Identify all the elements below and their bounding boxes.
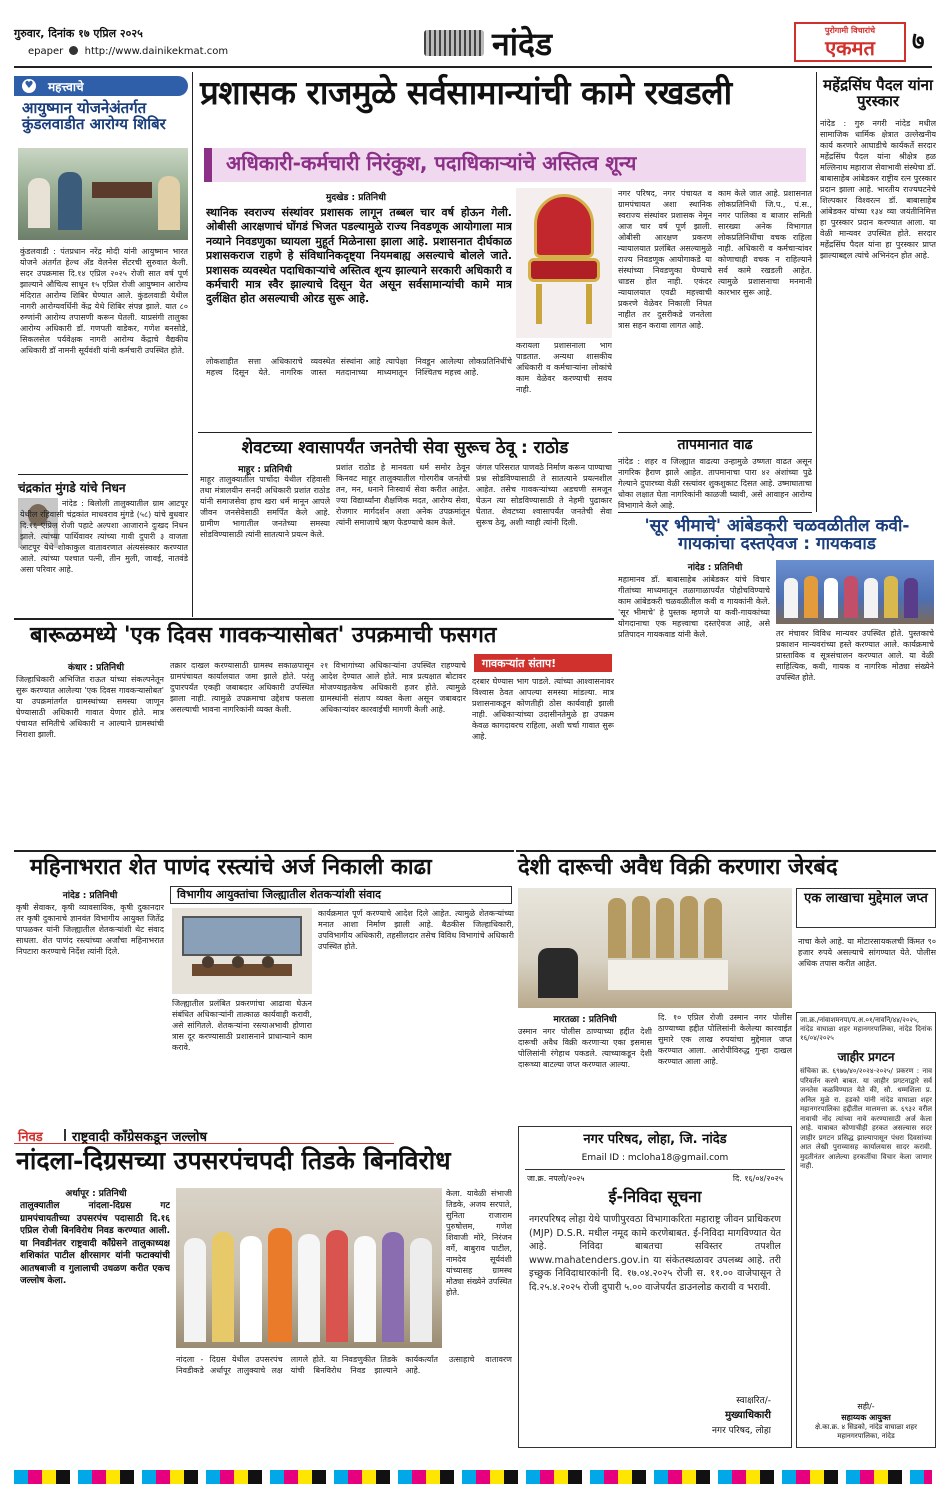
shet-subhead-box xyxy=(170,886,512,904)
column-separator-right xyxy=(816,72,817,512)
epaper-url[interactable]: http://www.dainikekmat.com xyxy=(84,46,229,57)
daru-byline: मारतळा : प्रतिनिधी xyxy=(553,1015,617,1025)
niwad-byline: अर्धापूर : प्रतिनिधी xyxy=(65,1189,127,1199)
notice-title: जाहीर प्रगटन xyxy=(837,1050,895,1064)
tender-title: ई-निविदा सूचना xyxy=(608,1187,702,1206)
daru-body-b: दि. १० एप्रिल रोजी उस्मान नगर पोलीस ठाण्याच्या हद्दीत पोलिसांनी केलेल्या कारवाईत सुमारे एक लाख रुपयांचा मुद्देमाल जप्त करण्यात आला. आरोपीविरुद्ध गुन्हा दाखल करण्यात आला आहे. xyxy=(658,1013,792,1066)
tender-sign3: नगर परिषद, लोहा xyxy=(712,1426,771,1436)
brand-tagline: पुरोगामी विचारांचे xyxy=(824,26,876,35)
daru-rule xyxy=(516,850,936,852)
tender-sign1: स्वाक्षरित/- xyxy=(736,1396,771,1406)
sidebar-label-bar xyxy=(14,76,188,96)
mahendra-headline: महेंद्रसिंघ पैदल यांना पुरस्कार xyxy=(823,76,933,110)
niwad-label: निवड xyxy=(18,1130,43,1145)
niwad-headline: नांदला-दिग्रसच्या उपसरपंचपदी तिडके बिनविरोध xyxy=(16,1146,451,1175)
barul-body-c: २१ विभागांच्या अधिकाऱ्यांना उपस्थित राहण्याचे आदेश देण्यात आले होते. मात्र प्रत्यक्षात बोटावर मोजण्याइतकेच अधिकारी हजर होते. त्यामुळे ग्रामस्थांनी संताप व्यक्त केला असून जबाबदार अधिकाऱ्यांवर कारवाईची मागणी केली आहे. xyxy=(320,661,466,714)
tender-email[interactable]: Email ID : mcloha18@gmail.com xyxy=(581,1153,729,1163)
tender-sign2: मुख्याधिकारी xyxy=(725,1410,771,1421)
shet-subhead: विभागीय आयुक्तांचा जिल्ह्यातील शेतकऱ्यांशी संवाद xyxy=(177,888,381,901)
sevak-body-c: जंगल परिसरात पाणवठे निर्माण करून पाण्याचा प्रश्न सोडविण्यासाठी ते सातत्याने प्रयत्नशील आहेत. तसेच गावकऱ्यांच्या अडचणी समजून घेऊन त्या सोडविण्यासाठी ते नेहमी पुढाकार घेतात. शेवटच्या श्वासापर्यंत जनतेची सेवा सुरूच ठेवू, अशी ग्वाही त्यांनी दिली. xyxy=(476,463,612,527)
notice-sign2: सहाय्यक आयुक्त xyxy=(841,1413,891,1422)
shet-headline: महिनाभरात शेत पाणंद रस्त्यांचे अर्ज निकाली काढा xyxy=(30,854,432,880)
shet-body-b: जिल्ह्यातील प्रलंबित प्रकरणांचा आढावा घेऊन संबंधित अधिकाऱ्यांनी तात्काळ कार्यवाही करावी, असे सांगितले. शेतकऱ्यांना रस्त्याअभावी होणारा त्रास दूर करण्यासाठी प्रशासनाने प्राधान्याने काम करावे. xyxy=(172,999,312,1052)
barul-byline: कंधार : प्रतिनिधी xyxy=(67,663,125,673)
sevak-body-a: माहूर तालुक्यातील पाचोंदा येथील रहिवासी तथा मंत्रालयीन सनदी अधिकारी प्रशांत राठोड यांनी समाजसेवा हाच खरा धर्म मानून आपले जीवन जनसेवेसाठी समर्पित केले आहे. ग्रामीण भागातील जनतेच्या समस्या सोडविण्यासाठी त्यांनी सातत्याने प्रयत्न केले. xyxy=(200,475,330,539)
sidebar-label: महत्त्वाचे xyxy=(48,80,84,94)
lead-headline: प्रशासक राजमुळे सर्वसामान्यांची कामे रखडली xyxy=(200,73,732,112)
sahitya-photo xyxy=(776,560,934,624)
barul-tag xyxy=(474,654,612,672)
tapman-headline: तापमानात वाढ xyxy=(677,437,753,453)
epaper-label: epaper xyxy=(28,46,64,57)
tender-org: नगर परिषद, लोहा, जि. नांदेड xyxy=(583,1132,727,1147)
globe-icon xyxy=(69,46,78,55)
sidebar-story1-headline: आयुष्मान योजनेअंतर्गत कुंडलवाडीत आरोग्य शिबिर xyxy=(22,99,166,133)
sevak-body-b: प्रशांत राठोड हे मानवता धर्म समोर ठेवून किनवट माहूर तालुक्यातील गोरगरीब जनतेची तन, मन, धनाने निःस्वार्थ सेवा करीत आहेत. ज्या विद्यार्थ्यांना शैक्षणिक मदत, आरोग्य सेवा, रोजगार मार्गदर्शन अशा अनेक उपक्रमांतून त्यांनी समाजाचे ऋण फेडण्याचे काम केले. xyxy=(336,463,470,527)
notice-body: संचिका क्र. ६९७७/४०/२०२४-२०२५/ प्रकरण : नाव परिवर्तन करणे बाबत. या जाहीर प्रगटनाद्वारे सर्व जनतेस कळविण्यात येते की, सौ. धम्मशिला प्र. अनिल मुळे रा. हडको यांनी नांदेड वाघाळा शहर महानगरपालिका हद्दीतील मालमत्ता क्र. ६९३२ वरील नावाची नोंद त्यांच्या नावे करण्यासाठी अर्ज केला आहे. याबाबत कोणाचीही हरकत असल्यास सदर जाहीर प्रगटन प्रसिद्ध झाल्यापासून पंधरा दिवसांच्या आत लेखी पुराव्यासह कार्यालयास सादर करावी. मुदतीनंतर आलेल्या हरकतींचा विचार केला जाणार नाही. xyxy=(800,1067,932,1170)
sidebar-story2-headline: चंद्रकांत मुंगडे यांचे निधन xyxy=(18,481,126,495)
notice-sign3: क्षे.का.क्र. ४ सिडको, नांदेड वाघाळा शहर महानगरपालिका, नांदेड xyxy=(814,1423,918,1440)
tapman-rule xyxy=(618,432,812,433)
sahitya-byline: नांदेड : प्रतिनिधी xyxy=(687,563,743,573)
lead-intro: स्थानिक स्वराज्य संस्थांवर प्रशासक लागून तब्बल चार वर्ष होऊन गेली. ओबीसी आरक्षणाचं घोंगडं भिजत पडल्यामुळे राज्य निवडणूक आयोगाला मात्र नव्याने निवडणुका घ्यायला मुहूर्त मिळेनासा झाला आहे. प्रशासनात दीर्घकाळ प्रशासकराज राहणे हे संविधानिकदृष्ट्या नियमबाह्य असल्याचे बोलले जाते. प्रशासक व्यवस्थेत पदाधिकाऱ्यांचे अस्तित्व शून्य झाल्याने सरकारी अधिकारी व कर्मचारी मात्र स्वैर झाल्याचे दिसून येत असून सर्वसामान्यांची कामे मात्र दुर्लक्षित होत असल्याची ओरड सुरू आहे. xyxy=(206,206,512,306)
masthead-epaper[interactable] xyxy=(28,46,228,57)
lead-subhead-bar xyxy=(204,148,806,182)
shet-body-a: कृषी सेवाकर, कृषी व्यावसायिक, कृषी दुकानदार तर कृषी दुकानाचे ज्ञानवंत विभागीय आयुक्त जितेंद्र पापळकर यांनी जिल्ह्यातील शेतकऱ्यांशी थेट संवाद साधला. शेत पाणंद रस्त्यांच्या अर्जांचा महिनाभरात निपटारा करण्याचे निर्देश त्यांनी दिले. xyxy=(16,903,164,956)
color-registration-strip xyxy=(14,1470,932,1484)
tender-body: नगरपरिषद लोहा येथे पाणीपुरवठा विभागाकरिता महाराष्ट्र जीवन प्राधिकरण (MJP) D.S.R. मधील नमूद कामे करणेबाबत. ई-निविदा मागविण्यात येत आहे. निविदा बाबतचा सविस्तर तपशील www.mahatenders.gov.in या संकेतस्थळावर उपलब्ध आहे. तरी इच्छुक निविदाधारकांनी दि. १७.०४.२०२५ रोजी स. ११.०० वाजेपासून ते दि.२५.४.२०२५ रोजी दुपारी ५.०० वाजेपर्यंत डाउनलोड करावी व भरावी. xyxy=(529,1214,781,1293)
lead-subhead: अधिकारी-कर्मचारी निरंकुश, पदाधिकाऱ्यांचे अस्तित्व शून्य xyxy=(226,151,637,175)
sidebar-story2-body: नांदेड : बिलोली तालुक्यातील ग्राम आटपूर येथील रहिवासी चंद्रकांत माधवराव मुंगडे (५८) यांचे बुधवार दि.१६ एप्रिल रोजी पहाटे अल्पशा आजाराने दुःखद निधन झाले. त्यांच्या पार्थिवावर त्यांच्या गावी दुपारी ३ वाजता आटपूर येथे शोकाकुल वातावरणात अंत्यसंस्कार करण्यात आले. त्यांच्या पश्चात पत्नी, तीन मुली, जावई, नातवंडे असा परिवार आहे. xyxy=(20,499,188,574)
barul-body-a: जिल्हाधिकारी अभिजित राऊत यांच्या संकल्पनेतून सुरू करण्यात आलेल्या 'एक दिवस गावकऱ्यासोबत' या उपक्रमांतर्गत ग्रामस्थांच्या समस्या जाणून घेण्यासाठी अधिकारी गावात येणार होते. मात्र पंचायत समितीचे अधिकारी न आल्याने ग्रामस्थांची निराशा झाली. xyxy=(16,675,164,739)
daru-photo-police xyxy=(518,888,792,1008)
niwad-divider xyxy=(64,1129,66,1141)
sahitya-body-a: महामानव डॉ. बाबासाहेब आंबेडकर यांचे विचार गीतांच्या माध्यमातून तळागाळापर्यंत पोहोचविण्याचे काम आंबेडकरी चळवळीतील कवी व गायकांनी केले. 'सूर भीमाचे' हे पुस्तक म्हणजे या कवी-गायकांच्या योगदानाचा एक महत्त्वाचा दस्तऐवज आहे, असे प्रतिपादन गायकवाड यांनी केले. xyxy=(618,575,770,639)
notice-ref: जा.क्र./नांवाशमनपा/प.अ.०१/नावनि/४४/२०२५, नांदेड वाघाळा शहर महानगरपालिका, नांदेड दिनांक १६/०४/२०२५ xyxy=(800,1016,932,1042)
sidebar-story1-photo xyxy=(18,148,188,240)
notice-sign1: सही/- xyxy=(857,1402,875,1411)
heart-icon: ♥ xyxy=(22,79,36,93)
column-separator-left xyxy=(192,72,193,617)
daru-subhead: एक लाखाचा मुद्देमाल जप्त xyxy=(804,891,928,906)
tapman-body: नांदेड : शहर व जिल्ह्यात वाढत्या उन्हामुळे उष्णता वाढत असून नागरिक हैराण झाले आहेत. तापमानाचा पारा ४२ अंशांच्या पुढे गेल्याने दुपारच्या वेळी रस्त्यांवर शुकशुकाट दिसत आहे. उष्माघाताचा धोका लक्षात घेता नागरिकांनी काळजी घ्यावी, असे आवाहन आरोग्य विभागाने केले आहे. xyxy=(618,457,812,510)
daru-headline: देशी दारूची अवैध विक्री करणारा जेरबंद xyxy=(518,854,838,880)
shet-photo-meeting xyxy=(172,908,312,994)
masthead-rule xyxy=(14,66,932,68)
mahendra-body: नांदेड : गुरु नगरी नांदेड मधील सामाजिक धार्मिक क्षेत्रात उल्लेखनीय कार्य करणारे आघाडीचे कार्यकर्ते सरदार महेंद्रसिंघ पैदल यांना श्रीक्षेत्र हळ मल्लिनाथ महाराज सेवाभावी संस्थेचा डॉ. बाबासाहेब आंबेडकर राष्ट्रीय रत्न पुरस्कार प्रदान झाला आहे. भारतीय राज्यघटनेचे शिल्पकार विश्वरत्न डॉ. बाबासाहेब आंबेडकर यांच्या १३४ व्या जयंतीनिमित्त हा पुरस्कार प्रदान करण्यात आला. या वेळी मान्यवर उपस्थित होते. सरदार महेंद्रसिंघ पैदल यांना हा पुरस्कार प्राप्त झाल्याबद्दल त्यांचे अभिनंदन होत आहे. xyxy=(820,119,936,260)
shet-rule xyxy=(14,850,514,852)
daru-body-c: नाचा केले आहे. या मोटारसायकलची किंमत ९० हजार रुपये असल्याचे सांगण्यात येते. पोलीस अधिक तपास करीत आहेत. xyxy=(798,937,936,968)
sahitya-body-b: तर मंचावर विविध मान्यवर उपस्थित होते. पुस्तकाचे प्रकाशन मान्यवरांच्या हस्ते करण्यात आले. कार्यक्रमाचे प्रास्ताविक व सूत्रसंचालन करण्यात आले. या वेळी साहित्यिक, कवी, गायक व नागरिक मोठ्या संख्येने उपस्थित होते. xyxy=(776,629,934,682)
niwad-body-a: तालुक्यातील नांदला-दिग्रस गट ग्रामपंचायतीच्या उपसरपंच पदासाठी दि.१६ एप्रिल रोजी बिनविरोध निवड करण्यात आली. या निवडीनंतर राष्ट्रवादी काँग्रेसने तालुकाध्यक्ष शशिकांत पाटील क्षीरसागर यांनी फटाक्यांची आतषबाजी व गुलालाची उधळण करीत एकच जल्लोष केला. xyxy=(20,1201,170,1286)
sahitya-rule xyxy=(618,512,812,513)
masthead-date: गुरुवार, दिनांक १७ एप्रिल २०२५ xyxy=(14,27,143,40)
shet-byline: नांदेड : प्रतिनिधी xyxy=(62,891,118,901)
barul-headline: बारूळमध्ये 'एक दिवस गावकऱ्यासोबत' उपक्रमाची फसगत xyxy=(30,622,497,648)
barul-rule xyxy=(14,618,614,620)
niwad-body-b: केला. यावेळी संभाजी तिडके, अजय सरपाते, सुनिता राजाराम पुरुषोत्तम, गणेश शिवाजी मोरे, निरंजन वर्गे, बाबुराव पाटील, नामदेव सूर्यवंशी यांच्यासह ग्रामस्थ मोठ्या संख्येने उपस्थित होते. xyxy=(446,1189,512,1297)
barul-body-b: तक्रार दाखल करण्यासाठी ग्रामस्थ सकाळपासून ग्रामपंचायत कार्यालयात जमा झाले होते. परंतु दुपारपर्यंत एकही जबाबदार अधिकारी उपस्थित झाला नाही. त्यामुळे उपक्रमाचा उद्देशच फसला असल्याची भावना नागरिकांनी व्यक्त केली. xyxy=(170,661,314,714)
sevak-byline: माहूर : प्रतिनिधी xyxy=(238,465,292,475)
sevak-rule xyxy=(198,432,612,433)
lead-photo-caption: करायला प्रशासनाला भाग पाडतात. अन्यथा शासकीय अधिकारी व कर्मचाऱ्यांना लोकांचे काम वेळेवर करण्याची सवय नाही. xyxy=(516,341,612,394)
niwad-photo-group xyxy=(176,1188,442,1348)
barul-body-d: दरबार घेण्यास भाग पाडले. त्यांच्या आश्वासनावर विश्वास ठेवत आपल्या समस्या मांडल्या. मात्र प्रशासनाकडून कोणतीही ठोस कार्यवाही झाली नाही. अधिकाऱ्यांच्या उदासीनतेमुळे हा उपक्रम केवळ कागदावरच राहिला, अशी चर्चा गावात सुरू आहे. xyxy=(472,677,614,741)
sevak-headline: शेवटच्या श्वासापर्यंत जनतेची सेवा सुरूच ठेवू : राठोड xyxy=(241,438,569,458)
lead-body-c: काम केले जात आहे. प्रशासनात लोकप्रतिनिधी जि.प., पं.स., नगर पालिका व बाजार समिती सारख्या अनेक विभागात लोकप्रतिनिधींचा वचक राहिला नाही. अधिकारी व कर्मचाऱ्यांवर कोणाचाही वचक न राहिल्याने सर्व कामे रखडली आहेत. त्यामुळे प्रशासनाचा मनमानी कारभार सुरू आहे. xyxy=(718,189,812,297)
niwad-label-bar xyxy=(14,1126,394,1144)
niwad-body-c: नांदला - दिग्रस येथील उपसरपंच निवडीकडे अर्धापूर तालुक्याचे लक्ष लागले होते. या निवडणुकीत तिडके यांची बिनविरोध निवड झाल्याने कार्यकर्त्यांत उत्साहाचे वातावरण आहे. xyxy=(176,1355,512,1375)
brand-logo: एकमत xyxy=(825,36,875,60)
daru-body-a: उस्मान नगर पोलीस ठाण्याच्या हद्दीत देशी दारूची अवैध विक्री करणाऱ्या एका इसमास पोलिसांनी रंगेहाथ पकडले. त्याच्याकडून देशी दारूच्या बाटल्या जप्त करण्यात आल्या. xyxy=(518,1027,652,1069)
city-ornament-left xyxy=(424,30,484,56)
shet-body-c: कार्यक्रमात पूर्ण करण्याचे आदेश दिले आहेत. त्यामुळे शेतकऱ्यांच्या मनात आशा निर्माण झाली आहे. बैठकीस जिल्हाधिकारी, उपविभागीय अधिकारी, तहसीलदार तसेच विविध विभागांचे अधिकारी उपस्थित होते. xyxy=(318,909,514,951)
niwad-tag: राष्ट्रवादी काँग्रेसकडून जल्लोष xyxy=(72,1130,208,1145)
notice-box xyxy=(796,1012,936,1448)
page-number: ७ xyxy=(912,26,925,55)
barul-tag-text: गावकऱ्यांत संताप! xyxy=(482,657,557,670)
lead-body-a: लोकशाहीत सत्ता अधिकाराचे महत्त्व दिसून येते. नागरिक व्यवस्थेत संस्थांना आहे त्यापेक्षा जास्त मतदानाच्या माध्यमातून निवडून आलेल्या लोकप्रतिनिधींचे निश्चितच महत्त्व आहे. xyxy=(206,357,512,377)
masthead xyxy=(14,22,932,64)
tender-ref-date: दि. १६/०४/२०२५ xyxy=(732,1174,783,1183)
sidebar-story1-body: कुंडलवाडी : पंतप्रधान नरेंद्र मोदी यांनी आयुष्मान भारत योजने अंतर्गत हेल्थ अँड वेलनेस सेंटरची सुरुवात केली. सदर उपक्रमास दि.१४ एप्रिल २०२५ रोजी सात वर्ष पूर्ण झाल्याने औचित्य साधून १५ एप्रिल रोजी आयुष्मान आरोग्य मंदिरात आरोग्य शिबिर घेण्यात आले. कुंडलवाडी येथील नागरी आरोग्यवर्धिनी केंद्र येथे शिबिर संपन्न झाले. यात ८० रुग्णांनी आरोग्य तपासणी करून घेतली. याप्रसंगी तालुका आरोग्य अधिकारी डॉ. गणपती वाडेकर, गणेश बनसोडे, सिकलसेल पर्यवेक्षक नागरी आरोग्य केंद्राचे वैद्यकीय अधिकारी डॉ नामनी सूर्यवंशी यांनी कर्मचारी उपस्थित होते. xyxy=(20,247,188,355)
lead-photo-chair xyxy=(516,188,612,338)
tender-box xyxy=(518,1126,792,1448)
daru-subhead-box xyxy=(796,888,936,928)
tender-ref-no: जा.क्र. नपलो/२०२५ xyxy=(527,1174,585,1183)
city-title: नांदेड xyxy=(492,25,553,63)
lead-body-b: नगर परिषद, नगर पंचायत व ग्रामपंचायत अशा स्थानिक स्वराज्य संस्थांवर प्रशासक नेमून आज चार वर्ष पूर्ण झाली. ओबीसी आरक्षण प्रकरण न्यायालयात प्रलंबित असल्यामुळे राज्य निवडणूक आयोगाकडे या संस्थांच्या निवडणुका घेण्याचे धाडस होत नाही. एकंदर न्यायालयात एवढी महत्त्वाची प्रकरणे वेळेवर निकाली निघत नाहीत तर दुसरीकडे जनतेला त्रास सहन करावा लागत आहे. xyxy=(618,189,712,330)
sidebar-divider xyxy=(18,474,188,475)
lead-byline: मुदखेड : प्रतिनिधी xyxy=(326,193,386,203)
brand-block xyxy=(794,22,906,62)
sahitya-headline: 'सूर भीमाचे' आंबेडकरी चळवळीतील कवी-गायकांचा दस्तऐवज : गायकवाड xyxy=(644,516,910,554)
